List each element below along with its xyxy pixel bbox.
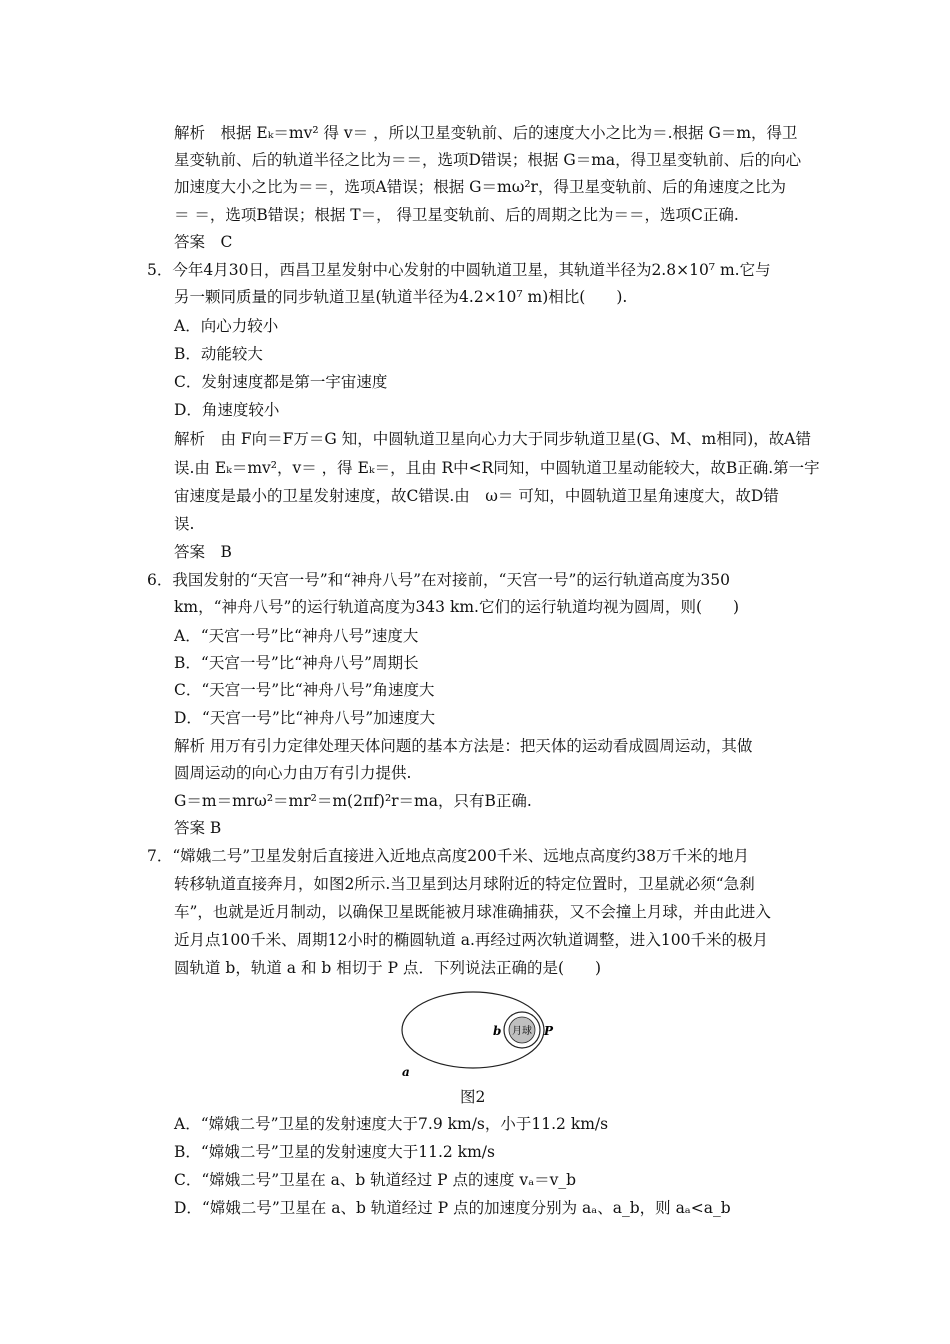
q7-stem-line-3: 车”，也就是近月制动，以确保卫星既能被月球准确捕获，又不会撞上月球，并由此进入 bbox=[174, 903, 771, 921]
q6-stem-line-2: km，“神舟八号”的运行轨道高度为343 km.它们的运行轨道均视为圆周，则( ) bbox=[174, 598, 740, 616]
point-p-label: P bbox=[544, 1024, 554, 1038]
q7-stem-line-2: 转移轨道直接奔月，如图2所示.当卫星到达月球附近的特定位置时，卫星就必须“急刹 bbox=[174, 875, 755, 893]
q5-analysis-line-2: 误.由 Eₖ＝mv²，v＝ ，得 Eₖ＝，且由 R中<R同知，中圆轨道卫星动能较大，故B正确.第一宇 bbox=[174, 459, 820, 477]
q7-stem-line-1: 7．“嫦娥二号”卫星发射后直接进入近地点高度200千米、远地点高度约38万千米的地月 bbox=[147, 847, 750, 865]
q6-option-d: D．“天宫一号”比“神舟八号”加速度大 bbox=[174, 709, 436, 727]
q4-analysis-line-2: 星变轨前、后的轨道半径之比为＝＝，选项D错误；根据 G＝ma，得卫星变轨前、后的向心 bbox=[174, 151, 802, 169]
q6-option-c: C．“天宫一号”比“神舟八号”角速度大 bbox=[174, 681, 435, 699]
q7-option-b: B．“嫦娥二号”卫星的发射速度大于11.2 km/s bbox=[174, 1143, 495, 1161]
orbit-b-label: b bbox=[493, 1024, 502, 1038]
orbit-a-label: a bbox=[402, 1065, 410, 1078]
moon-label: 月球 bbox=[512, 1026, 532, 1037]
orbit-diagram bbox=[395, 988, 575, 1078]
q5-analysis-line-1: 解析 由 F向＝F万＝G 知，中圆轨道卫星向心力大于同步轨道卫星(G、M、m相同)，故A错 bbox=[174, 430, 811, 448]
q6-stem-line-1: 6．我国发射的“天宫一号”和“神舟八号”在对接前，“天宫一号”的运行轨道高度为350 bbox=[147, 571, 730, 589]
q5-option-d: D．角速度较小 bbox=[174, 401, 280, 419]
q5-option-a: A．向心力较小 bbox=[174, 317, 279, 335]
q6-answer: 答案 B bbox=[174, 819, 222, 837]
q4-analysis-line-4: ＝ ＝，选项B错误；根据 T＝， 得卫星变轨前、后的周期之比为＝＝，选项C正确. bbox=[174, 206, 739, 224]
q5-option-b: B．动能较大 bbox=[174, 345, 263, 363]
figure-caption: 图2 bbox=[460, 1088, 486, 1106]
q6-analysis-line-3: G＝m＝mrω²＝mr²＝m(2πf)²r＝ma，只有B正确. bbox=[174, 792, 532, 810]
q6-option-a: A．“天宫一号”比“神舟八号”速度大 bbox=[174, 627, 419, 645]
q5-analysis-line-4: 误. bbox=[174, 515, 195, 533]
q4-analysis-line-3: 加速度大小之比为＝＝，选项A错误；根据 G＝mω²r，得卫星变轨前、后的角速度之比为 bbox=[174, 178, 786, 196]
q7-option-a: A．“嫦娥二号”卫星的发射速度大于7.9 km/s，小于11.2 km/s bbox=[174, 1115, 609, 1133]
q6-analysis-line-2: 圆周运动的向心力由万有引力提供. bbox=[174, 764, 412, 782]
q4-answer: 答案 C bbox=[174, 233, 233, 251]
q7-option-d: D．“嫦娥二号”卫星在 a、b 轨道经过 P 点的加速度分别为 aₐ、a_b，则 aₐ<a_b bbox=[174, 1199, 731, 1217]
q5-analysis-line-3: 宙速度是最小的卫星发射速度，故C错误.由 ω＝ 可知，中圆轨道卫星角速度大，故D错 bbox=[174, 487, 779, 505]
q5-answer: 答案 B bbox=[174, 543, 232, 561]
q5-stem-line-2: 另一颗同质量的同步轨道卫星(轨道半径为4.2×10⁷ m)相比( ). bbox=[174, 288, 628, 306]
q4-analysis-line-1: 解析 根据 Eₖ＝mv² 得 v＝ ，所以卫星变轨前、后的速度大小之比为＝.根据 G＝m，得卫 bbox=[174, 124, 798, 142]
q5-stem-line-1: 5．今年4月30日，西昌卫星发射中心发射的中圆轨道卫星，其轨道半径为2.8×10⁷ m.它与 bbox=[147, 261, 771, 279]
q7-stem-line-5: 圆轨道 b，轨道 a 和 b 相切于 P 点．下列说法正确的是( ) bbox=[174, 959, 602, 977]
q5-option-c: C．发射速度都是第一宇宙速度 bbox=[174, 373, 388, 391]
q6-analysis-line-1: 解析 用万有引力定律处理天体问题的基本方法是：把天体的运动看成圆周运动，其做 bbox=[174, 737, 753, 755]
q7-stem-line-4: 近月点100千米、周期12小时的椭圆轨道 a.再经过两次轨道调整，进入100千米的极月 bbox=[174, 931, 768, 949]
q6-option-b: B．“天宫一号”比“神舟八号”周期长 bbox=[174, 654, 419, 672]
q7-option-c: C．“嫦娥二号”卫星在 a、b 轨道经过 P 点的速度 vₐ＝v_b bbox=[174, 1171, 577, 1189]
